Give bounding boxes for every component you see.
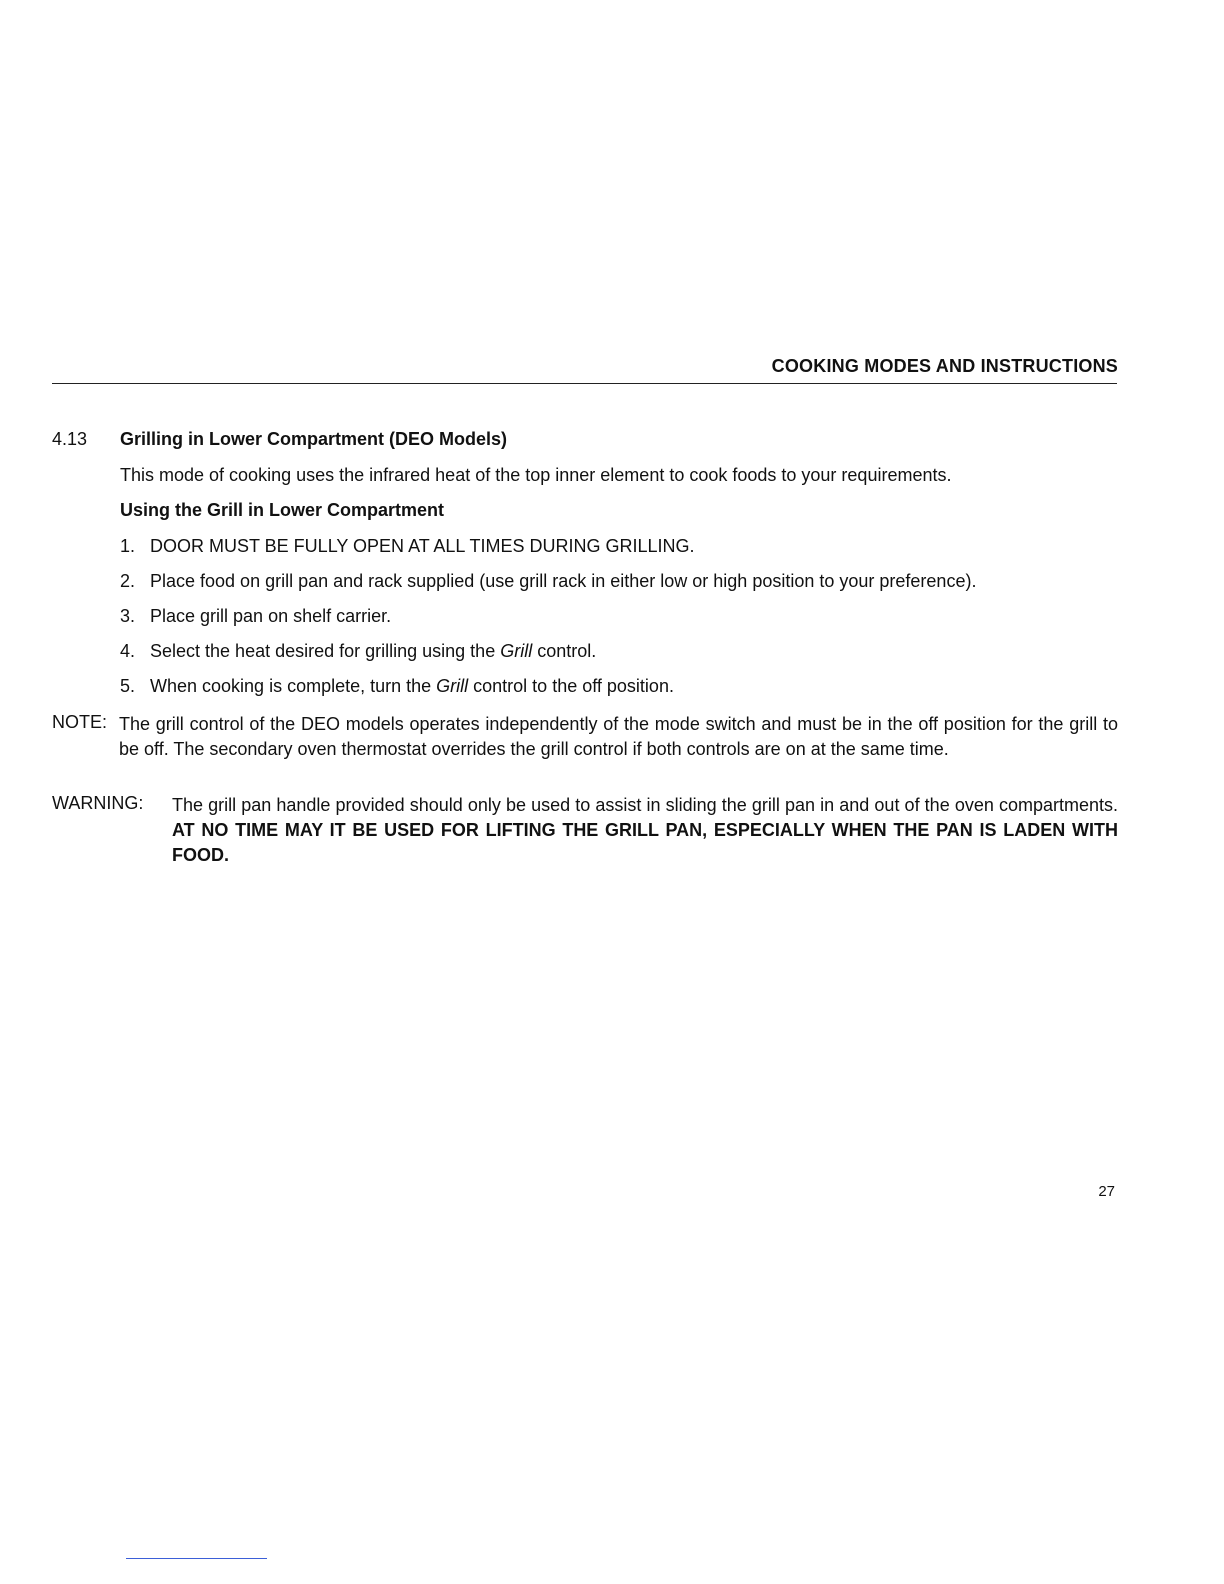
warning-text-wrapper [172,793,1118,868]
footer-rule [126,1558,267,1559]
list-item [120,641,596,662]
warning-text: The grill pan handle provided should only be used to assist in sliding the grill pan in and out of the oven compartments. [172,795,1118,815]
section-intro: This mode of cooking uses the infrared heat of the top inner element to cook foods to your requirements. [120,465,952,485]
step-number: 5. [120,676,136,696]
header-rule [52,383,1117,384]
step-text: DOOR MUST BE FULLY OPEN AT ALL TIMES DURING GRILLING. [150,536,695,556]
list-item [120,676,674,697]
step-number: 3. [120,606,136,626]
section-title: Grilling in Lower Compartment (DEO Models) [120,429,508,449]
list-item [120,536,694,557]
warning-label: WARNING: [52,793,144,813]
grill-control-name: Grill [500,641,533,661]
section-number: 4.13 [52,429,88,449]
subheading: Using the Grill in Lower Compartment [120,500,445,520]
step-text-after: control to the off position. [468,676,674,696]
warning-emphasis: AT NO TIME MAY IT BE USED FOR LIFTING THE GRILL PAN, ESPECIALLY WHEN THE PAN IS LADEN WITH FOOD. [172,820,1118,865]
note-block [52,712,1118,762]
step-number: 1. [120,536,136,556]
grill-control-name: Grill [436,676,469,696]
page-number: 27 [1098,1183,1115,1200]
step-text: Place food on grill pan and rack supplied (use grill rack in either low or high position to your preference). [150,571,977,591]
running-header: COOKING MODES AND INSTRUCTIONS [771,356,1118,376]
step-text-before: When cooking is complete, turn the [150,676,437,696]
list-item [120,606,391,627]
warning-block [52,793,1118,868]
list-item [120,571,976,592]
note-label: NOTE: [52,712,108,732]
step-text-before: Select the heat desired for grilling using the [150,641,501,661]
step-number: 4. [120,641,136,661]
note-text: The grill control of the DEO models operates independently of the mode switch and must be in the off position for the grill to be off. The secondary oven thermostat overrides the grill control if both controls are on at the same time. [119,714,1118,759]
step-number: 2. [120,571,136,591]
step-text: Place grill pan on shelf carrier. [150,606,392,626]
step-text-after: control. [532,641,597,661]
